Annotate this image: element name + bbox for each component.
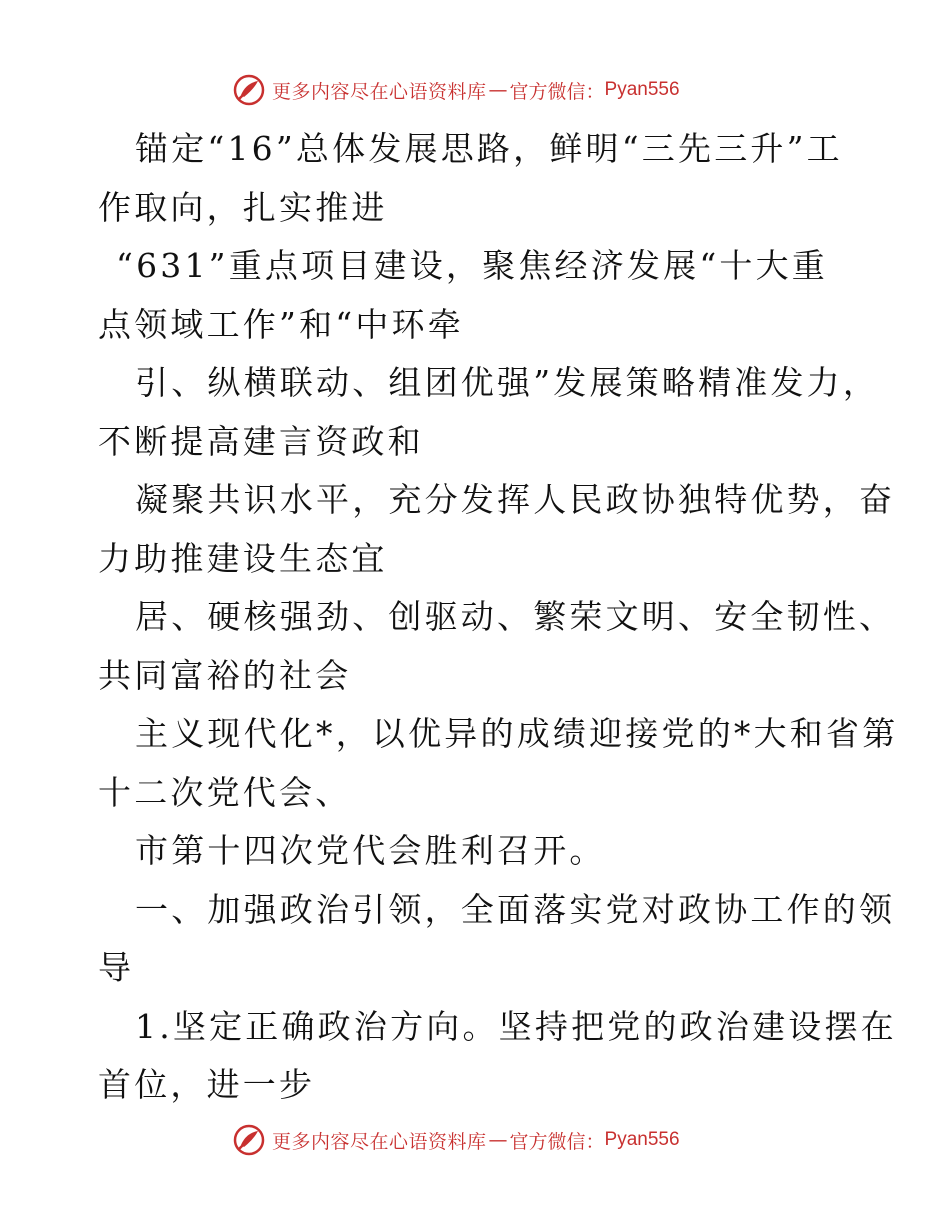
text-line: 1.坚定正确政治方向。坚持把党的政治建设摆在 [135, 1006, 897, 1046]
text-line: “631”重点项目建设，聚焦经济发展“十大重 [116, 246, 828, 285]
text-line: 首位，进一步 [98, 1065, 316, 1104]
text-line: 居、硬核强劲、创驱动、繁荣文明、安全韧性、 [135, 597, 896, 636]
text-line: 力助推建设生态宜 [98, 538, 388, 578]
watermark-main-text: 更多内容尽在心语资料库 [272, 1130, 487, 1153]
text-line: 导 [98, 948, 135, 987]
text-line: 凝聚共识水平，充分发挥人民政协独特优势，奋 [135, 480, 896, 519]
text-line: 共同富裕的社会 [98, 655, 352, 695]
section-heading: 一、加强政治引领，全面落实党对政协工作的领 [135, 889, 896, 929]
text-line: 点领域工作”和“中环牵 [98, 304, 464, 344]
watermark-wechat-label: 官方微信： [509, 1130, 605, 1153]
pen-logo-icon [232, 1123, 266, 1157]
header-watermark [232, 72, 680, 108]
pen-logo-icon [232, 73, 266, 107]
text-line: 市第十四次党代会胜利召开。 [135, 831, 606, 870]
text-line: 作取向，扎实推进 [98, 187, 388, 227]
watermark-main-text: 更多内容尽在心语资料库 [272, 80, 487, 103]
text-line: 十二次党代会、 [98, 772, 352, 812]
text-line: 主义现代化*，以优异的成绩迎接党的*大和省第 [135, 714, 899, 753]
text-line: 锚定“16”总体发展思路，鲜明“三先三升”工 [135, 129, 843, 168]
watermark-wechat-id: Pyan556 [604, 79, 680, 100]
watermark-dash: — [488, 79, 508, 101]
watermark-wechat-label: 官方微信： [509, 80, 605, 103]
text-line: 不断提高建言资政和 [98, 421, 424, 461]
text-line: 引、纵横联动、组团优强”发展策略精准发力， [135, 363, 880, 402]
footer-watermark [232, 1122, 680, 1158]
watermark-dash: — [488, 1129, 508, 1151]
watermark-wechat-id: Pyan556 [604, 1129, 680, 1150]
document-body [98, 120, 899, 1115]
